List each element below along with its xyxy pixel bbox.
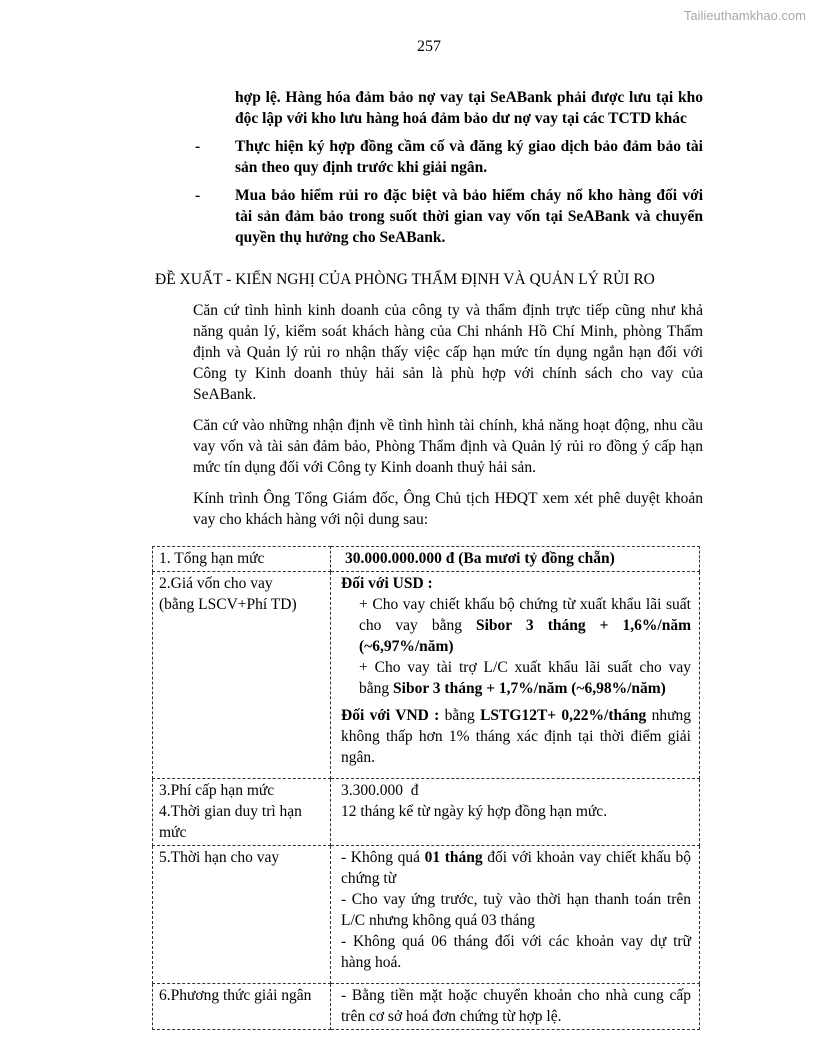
row-label: 6.Phương thức giải ngân: [153, 984, 331, 1030]
loan-term-line: - Không quá 01 tháng đối với khoản vay chiết khấu bộ chứng từ: [341, 849, 692, 887]
row-value: [331, 779, 700, 846]
table-row-loan-term: [153, 846, 700, 984]
fee-value: 3.300.000 đ: [341, 782, 419, 799]
row-label-line: (bằng LSCV+Phí TD): [159, 596, 297, 613]
fee-label: 3.Phí cấp hạn mức: [159, 782, 275, 799]
vnd-item: Đối với VND : bằng LSTG12T+ 0,22%/tháng nhưng không thấp hơn 1% tháng xác định tại thời điểm giải ngân.: [341, 707, 692, 766]
credit-terms-table: [152, 546, 700, 1030]
list-item: [155, 136, 703, 178]
paragraph: Căn cứ vào những nhận định về tình hình tài chính, khả năng hoạt động, nhu cầu vay vốn và tài sản đảm bảo, Phòng Thẩm định và Quản lý rủi ro đồng ý cấp hạn mức tín dụng đối với Công ty Kinh doanh thuỷ hải sản.: [193, 417, 703, 476]
row-value: [331, 846, 700, 984]
list-item: [155, 185, 703, 248]
disbursement-line: - Bằng tiền mặt hoặc chuyển khoản cho nhà cung cấp trên cơ sở hoá đơn chứng từ hợp lệ.: [341, 987, 691, 1025]
row-label: [153, 572, 331, 779]
usd-heading: Đối với USD :: [341, 575, 433, 592]
row-value: [331, 984, 700, 1030]
section-heading: ĐỀ XUẤT - KIẾN NGHỊ CỦA PHÒNG THẨM ĐỊNH VÀ QUẢN LÝ RỦI RO: [155, 271, 655, 288]
row-value: [331, 572, 700, 779]
lead-continuation-text: hợp lệ. Hàng hóa đảm bảo nợ vay tại SeABank phải được lưu tại kho độc lập với kho lưu hàng hoá đảm bảo dư nợ vay tại các TCTD khác: [235, 89, 703, 127]
page-content: [155, 87, 703, 1030]
list-item-text: Mua bảo hiểm rủi ro đặc biệt và bảo hiểm cháy nổ kho hàng đối với tài sản đảm bảo trong suốt thời gian vay vốn tại SeABank và chuyển quyền thụ hưởng cho SeABank.: [235, 187, 703, 246]
usd-item: + Cho vay chiết khấu bộ chứng từ xuất khẩu lãi suất cho vay bằng Sibor 3 tháng + 1,6%/năm (~6,97%/năm): [359, 596, 691, 655]
loan-term-line: - Không quá 06 tháng đối với các khoản vay dự trữ hàng hoá.: [341, 933, 691, 971]
duration-label: 4.Thời gian duy trì hạn mức: [159, 803, 302, 841]
watermark: Tailieuthamkhao.com: [683, 8, 806, 23]
page-number: 257: [417, 38, 441, 55]
dash-bullet-marker: -: [195, 138, 201, 155]
table-row-disbursement-method: [153, 984, 700, 1030]
table-row-cost-of-loan: [153, 572, 700, 779]
row-label: 1. Tổng hạn mức: [153, 547, 331, 572]
table-row-fee-and-duration: [153, 779, 700, 846]
dash-bullet-marker: -: [195, 187, 201, 204]
loan-term-line: - Cho vay ứng trước, tuỳ vào thời hạn thanh toán trên L/C nhưng không quá 03 tháng: [341, 891, 691, 929]
usd-item: + Cho vay tài trợ L/C xuất khẩu lãi suất cho vay bằng Sibor 3 tháng + 1,7%/năm (~6,98%/năm): [359, 659, 691, 697]
row-value: 30.000.000.000 đ (Ba mươi tỷ đồng chẵn): [331, 547, 700, 572]
row-label-line: 2.Giá vốn cho vay: [159, 575, 273, 592]
duration-value: 12 tháng kể từ ngày ký hợp đồng hạn mức.: [341, 803, 608, 820]
table-row-total-limit: [153, 547, 700, 572]
row-label: 5.Thời hạn cho vay: [153, 846, 331, 984]
row-label: [153, 779, 331, 846]
list-item-text: Thực hiện ký hợp đồng cầm cố và đăng ký giao dịch bảo đảm bảo tài sản theo quy định trước khi giải ngân.: [235, 138, 703, 176]
paragraph: Kính trình Ông Tổng Giám đốc, Ông Chủ tịch HĐQT xem xét phê duyệt khoản vay cho khách hàng với nội dung sau:: [193, 490, 703, 528]
paragraph: Căn cứ tình hình kinh doanh của công ty và thẩm định trực tiếp cũng như khả năng quản lý, kiểm soát khách hàng của Chi nhánh Hồ Chí Minh, phòng Thẩm định và Quản lý rủi ro nhận thấy việc cấp hạn mức tín dụng ngắn hạn đối với Công ty Kinh doanh thủy hải sản là phù hợp với chính sách cho vay của SeABank.: [193, 302, 703, 403]
